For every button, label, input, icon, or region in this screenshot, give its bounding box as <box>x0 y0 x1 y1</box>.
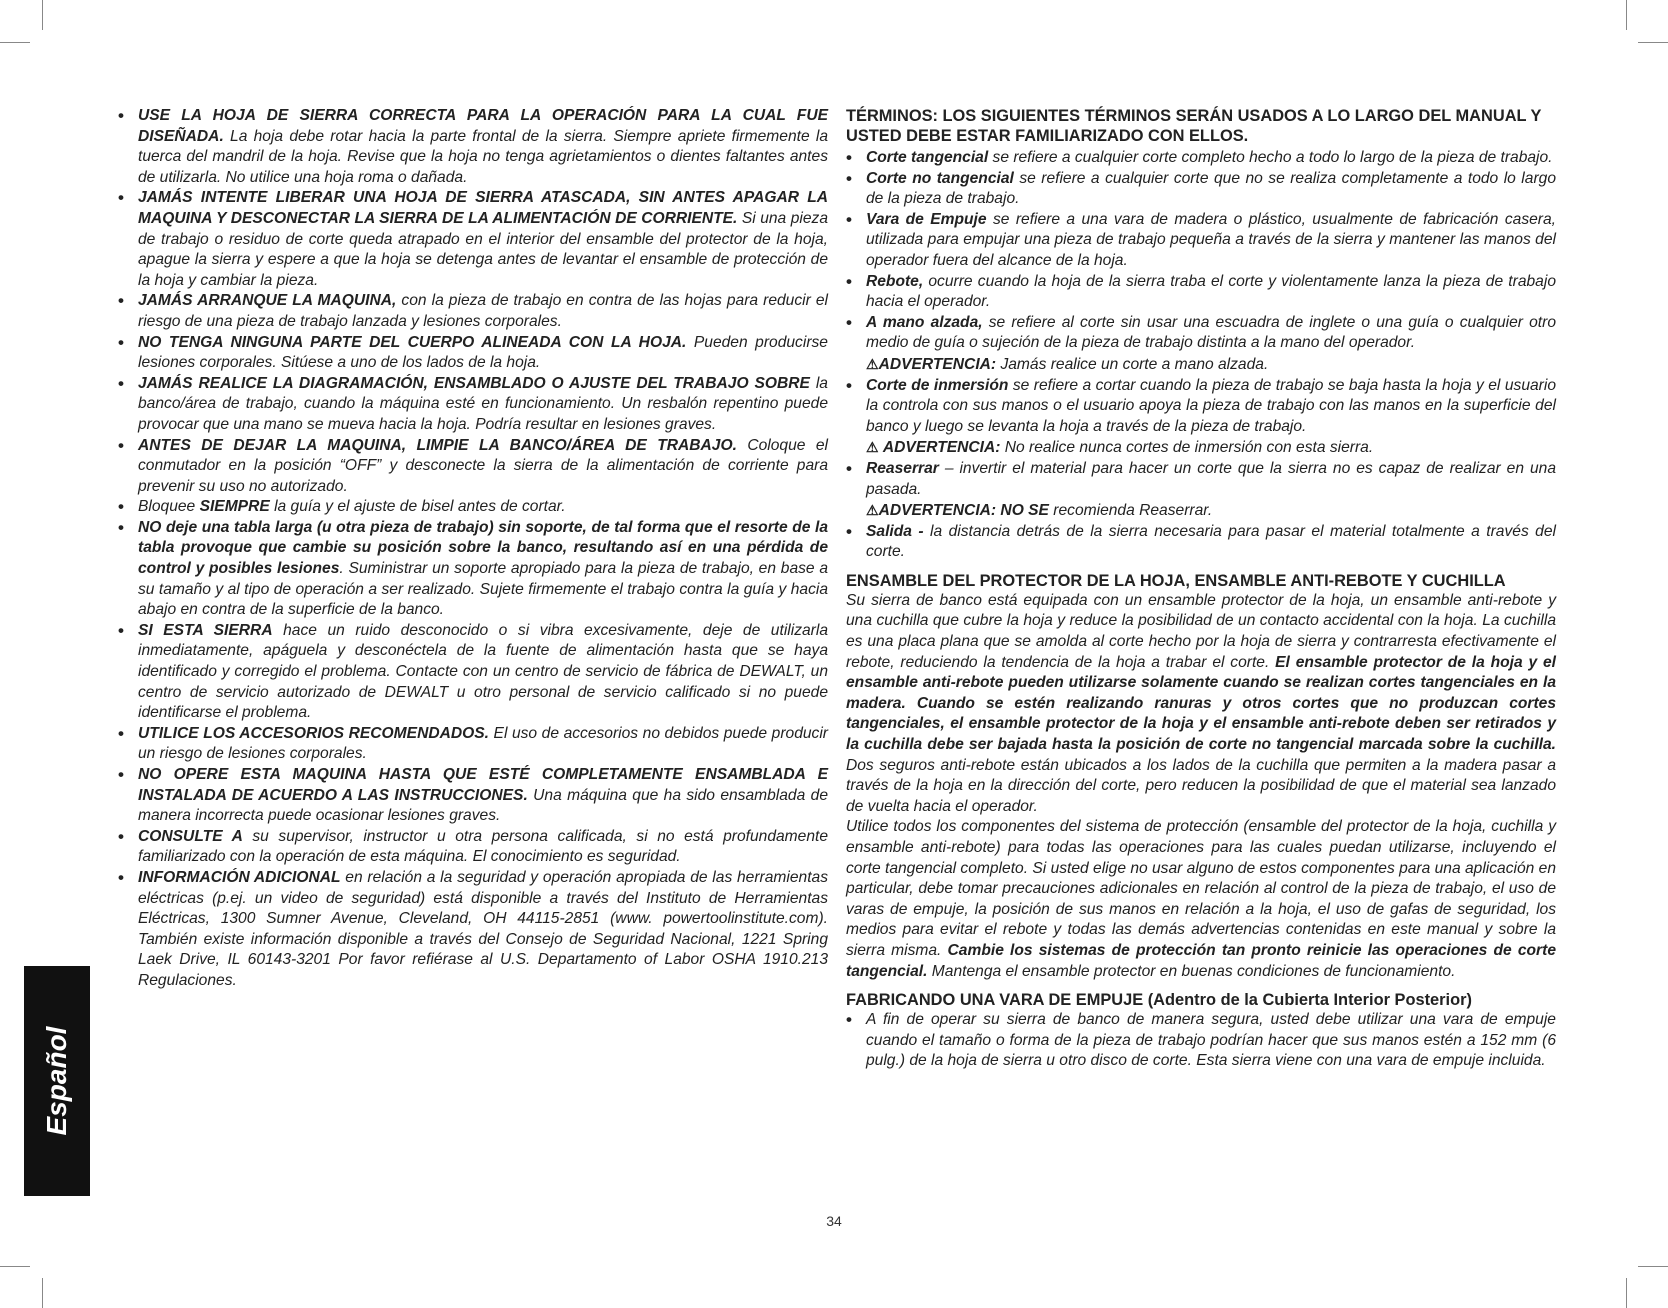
list-item: • SI ESTA SIERRA hace un ruido desconocido o si vibra excesivamente, deje de utilizarla inmediatamente, apáguela y desconéctela de la fuente de alimentación hasta que se haya identificado y corregido el problema. Contacte con un centro de servicio de fábrica de DEWALT, un centro de servicio autorizado de DEWALT u otro personal de servicio calificado si no puede identificarse el problema. <box>118 621 828 724</box>
crop-mark <box>42 1278 43 1308</box>
warning-icon: ⚠ <box>866 502 879 519</box>
guard-heading: ENSAMBLE DEL PROTECTOR DE LA HOJA, ENSAMBLE ANTI-REBOTE Y CUCHILLA <box>846 571 1506 590</box>
list-item: • USE LA HOJA DE SIERRA CORRECTA PARA LA OPERACIÓN PARA LA CUAL FUE DISEÑADA. La hoja debe rotar hacia la parte frontal de la sierra. Siempre apriete firmemente la tuerca del mandril de la hoja. Revise que la hoja no tenga agrietamientos o dientes faltantes antes de utilizarla. No utilice una hoja roma o dañada. <box>118 106 828 188</box>
language-tab-label: Español <box>41 1026 72 1136</box>
list-item: • JAMÁS ARRANQUE LA MAQUINA, con la pieza de trabajo en contra de las hojas para reducir el riesgo de una pieza de trabajo lanzada y lesiones corporales. <box>118 291 828 332</box>
warning-icon: ⚠ <box>866 355 879 372</box>
left-column <box>118 106 828 992</box>
safety-list <box>118 106 828 992</box>
list-item: • Vara de Empuje se refiere a una vara de madera o plástico, usualmente de fabricación casera, utilizada para empujar una pieza de trabajo pequeña a través de la sierra y mantener las manos del operador fuera del alcance de la hoja. <box>846 210 1556 272</box>
guard-paragraph-2: Utilice todos los componentes del sistema de protección (ensamble del protector de la hoja, cuchilla y ensamble anti-rebote) para todas las operaciones para las cuales puedan utilizarse, incluyendo el corte tangencial completo. Si usted elige no usar alguno de estos componentes para una aplicación en particular, debe tomar precauciones adicionales en relación al control de la pieza de trabajo, el uso de varas de empuje, la posición de sus manos en relación a la hoja, el uso de gafas de seguridad, los medios para evitar el rebote y todas las demás advertencias contenidas en este manual y sobre la sierra misma. Cambie los sistemas de protección tan pronto reinicie las operaciones de corte tangencial. Mantenga el ensamble protector en buenas condiciones de funcionamiento. <box>846 818 1556 980</box>
crop-mark <box>42 0 43 30</box>
crop-mark <box>1638 42 1668 43</box>
push-stick-list <box>846 1010 1556 1072</box>
right-column <box>846 106 1556 1072</box>
list-item: • A mano alzada, se refiere al corte sin usar una escuadra de inglete o una guía o cualquier otro medio de guía o sujeción de la pieza de trabajo distinta a la mano del operador. ⚠ADVERTENCIA: Jamás realice un corte a mano alzada. <box>846 313 1556 376</box>
crop-mark <box>1626 1278 1627 1308</box>
list-item: • Corte no tangencial se refiere a cualquier corte que no se realiza completamente a todo lo largo de la pieza de trabajo. <box>846 169 1556 210</box>
terms-heading: TÉRMINOS: LOS SIGUIENTES TÉRMINOS SERÁN USADOS A LO LARGO DEL MANUAL Y USTED DEBE ESTAR FAMILIARIZADO CON ELLOS. <box>846 107 1542 145</box>
warning-line: ⚠ADVERTENCIA: Jamás realice un corte a mano alzada. <box>866 355 1269 373</box>
list-item: • NO OPERE ESTA MAQUINA HASTA QUE ESTÉ COMPLETAMENTE ENSAMBLADA E INSTALADA DE ACUERDO A LAS INSTRUCCIONES. Una máquina que ha sido ensamblada de manera incorrecta puede ocasionar lesiones graves. <box>118 765 828 827</box>
list-item: • Reaserrar – invertir el material para hacer un corte que la sierra no es capaz de realizar en una pasada. ⚠ADVERTENCIA: NO SE recomienda Reaserrar. <box>846 459 1556 522</box>
list-item: • Rebote, ocurre cuando la hoja de la sierra traba el corte y violentamente lanza la pieza de trabajo hacia el operador. <box>846 272 1556 313</box>
list-item: • UTILICE LOS ACCESORIOS RECOMENDADOS. El uso de accesorios no debidos puede producir un riesgo de lesiones corporales. <box>118 724 828 765</box>
warning-line: ⚠ADVERTENCIA: NO SE recomienda Reaserrar. <box>866 502 1213 520</box>
list-item: • Bloquee SIEMPRE la guía y el ajuste de bisel antes de cortar. <box>118 497 828 518</box>
list-item: • Corte de inmersión se refiere a cortar cuando la pieza de trabajo se baja hasta la hoja y el usuario la controla con sus manos o el usuario apoya la pieza de trabajo con las manos en la superficie del banco y luego se levanta la hoja a través de la pieza de trabajo. ⚠ ADVERTENCIA: No realice nunca cortes de inmersión con esta sierra. <box>846 376 1556 459</box>
list-item: • A fin de operar su sierra de banco de manera segura, usted debe utilizar una vara de empuje cuando el tamaño o forma de la pieza de trabajo podrían hacer que sus manos estén a 152 mm (6 pulg.) de la hoja de sierra u otro disco de corte. Esta sierra viene con una vara de empuje incluida. <box>846 1010 1556 1072</box>
page-number: 34 <box>826 1213 842 1229</box>
guard-paragraph-1: Su sierra de banco está equipada con un ensamble protector de la hoja, un ensamble anti-rebote y una cuchilla que cubre la hoja y reduce la posibilidad de un contacto accidental con la hoja. La cuchilla es una placa plana que se amolda al corte hecho por la hoja de sierra y contrarresta efectivamente el rebote, reduciendo la tendencia de la hoja a trabar el corte. El ensamble protector de la hoja y el ensamble anti-rebote pueden utilizarse solamente cuando se realizan cortes tangenciales en la madera. Cuando se estén realizando ranuras y otros cortes que no produzcan cortes tangenciales, el ensamble protector de la hoja y el ensamble anti-rebote deben ser retirados y la cuchilla debe ser bajada hasta la posición de corte no tangencial marcada sobre la cuchilla. Dos seguros anti-rebote están ubicados a los lados de la cuchilla que permiten a la madera pasar a través de la hoja en la dirección del corte, pero reducen la posibilidad de que el material sea lanzado de vuelta hacia el operador. <box>846 591 1556 815</box>
list-item: • NO deje una tabla larga (u otra pieza de trabajo) sin soporte, de tal forma que el resorte de la tabla provoque que cambie su posición sobre la banco, resultando así en una pérdida de control y posibles lesiones. Suministrar un soporte apropiado para la pieza de trabajo, en base a su tamaño y al tipo de operación a ser realizado. Sujete firmemente el trabajo contra la guía y hacia abajo en contra de la superficie de la banco. <box>118 518 828 621</box>
list-item: • INFORMACIÓN ADICIONAL en relación a la seguridad y operación apropiada de las herramientas eléctricas (p.ej. un video de seguridad) está disponible a través del Instituto de Herramientas Eléctricas, 1300 Sumner Avenue, Cleveland, OH 44115-2851 (www. powertoolinstitute.com). También existe información disponible a través del Consejo de Seguridad Nacional, 1221 Spring Laek Drive, IL 60143-3201 Por favor refiérase al U.S. Departamento of Labor OSHA 1910.213 Regulaciones. <box>118 868 828 992</box>
crop-mark <box>0 1266 30 1267</box>
list-item: • Corte tangencial se refiere a cualquier corte completo hecho a todo lo largo de la pieza de trabajo. <box>846 148 1556 169</box>
crop-mark <box>1626 0 1627 30</box>
list-item: • CONSULTE A su supervisor, instructor u otra persona calificada, si no está profundamente familiarizado con la operación de esta máquina. El conocimiento es seguridad. <box>118 827 828 868</box>
list-item: • ANTES DE DEJAR LA MAQUINA, LIMPIE LA BANCO/ÁREA DE TRABAJO. Coloque el conmutador en la posición “OFF” y desconecte la sierra de la alimentación de corriente para prevenir su uso no autorizado. <box>118 436 828 498</box>
terms-list <box>846 148 1556 563</box>
warning-line: ⚠ ADVERTENCIA: No realice nunca cortes de inmersión con esta sierra. <box>866 439 1374 457</box>
list-item: • Salida - la distancia detrás de la sierra necesaria para pasar el material totalmente a través del corte. <box>846 522 1556 563</box>
list-item: • NO TENGA NINGUNA PARTE DEL CUERPO ALINEADA CON LA HOJA. Pueden producirse lesiones corporales. Sitúese a uno de los lados de la hoja. <box>118 333 828 374</box>
language-tab <box>24 966 90 1196</box>
list-item: • JAMÁS INTENTE LIBERAR UNA HOJA DE SIERRA ATASCADA, SIN ANTES APAGAR LA MAQUINA Y DESCONECTAR LA SIERRA DE LA ALIMENTACIÓN DE CORRIENTE. Si una pieza de trabajo o residuo de corte queda atrapado en el interior del ensamble del protector de la hoja, apague la sierra y espere a que la hoja se detenga antes de levantar el ensamble de protección de la hoja y cambiar la pieza. <box>118 188 828 291</box>
crop-mark <box>1638 1266 1668 1267</box>
crop-mark <box>0 42 30 43</box>
push-stick-heading: FABRICANDO UNA VARA DE EMPUJE (Adentro de la Cubierta Interior Posterior) <box>846 991 1472 1010</box>
warning-icon: ⚠ <box>866 439 879 456</box>
list-item: • JAMÁS REALICE LA DIAGRAMACIÓN, ENSAMBLADO O AJUSTE DEL TRABAJO SOBRE la banco/área de trabajo, cuando la máquina esté en funcionamiento. Un resbalón repentino puede provocar que una mano se mueva hacia la hoja. Podría resultar en lesiones graves. <box>118 374 828 436</box>
